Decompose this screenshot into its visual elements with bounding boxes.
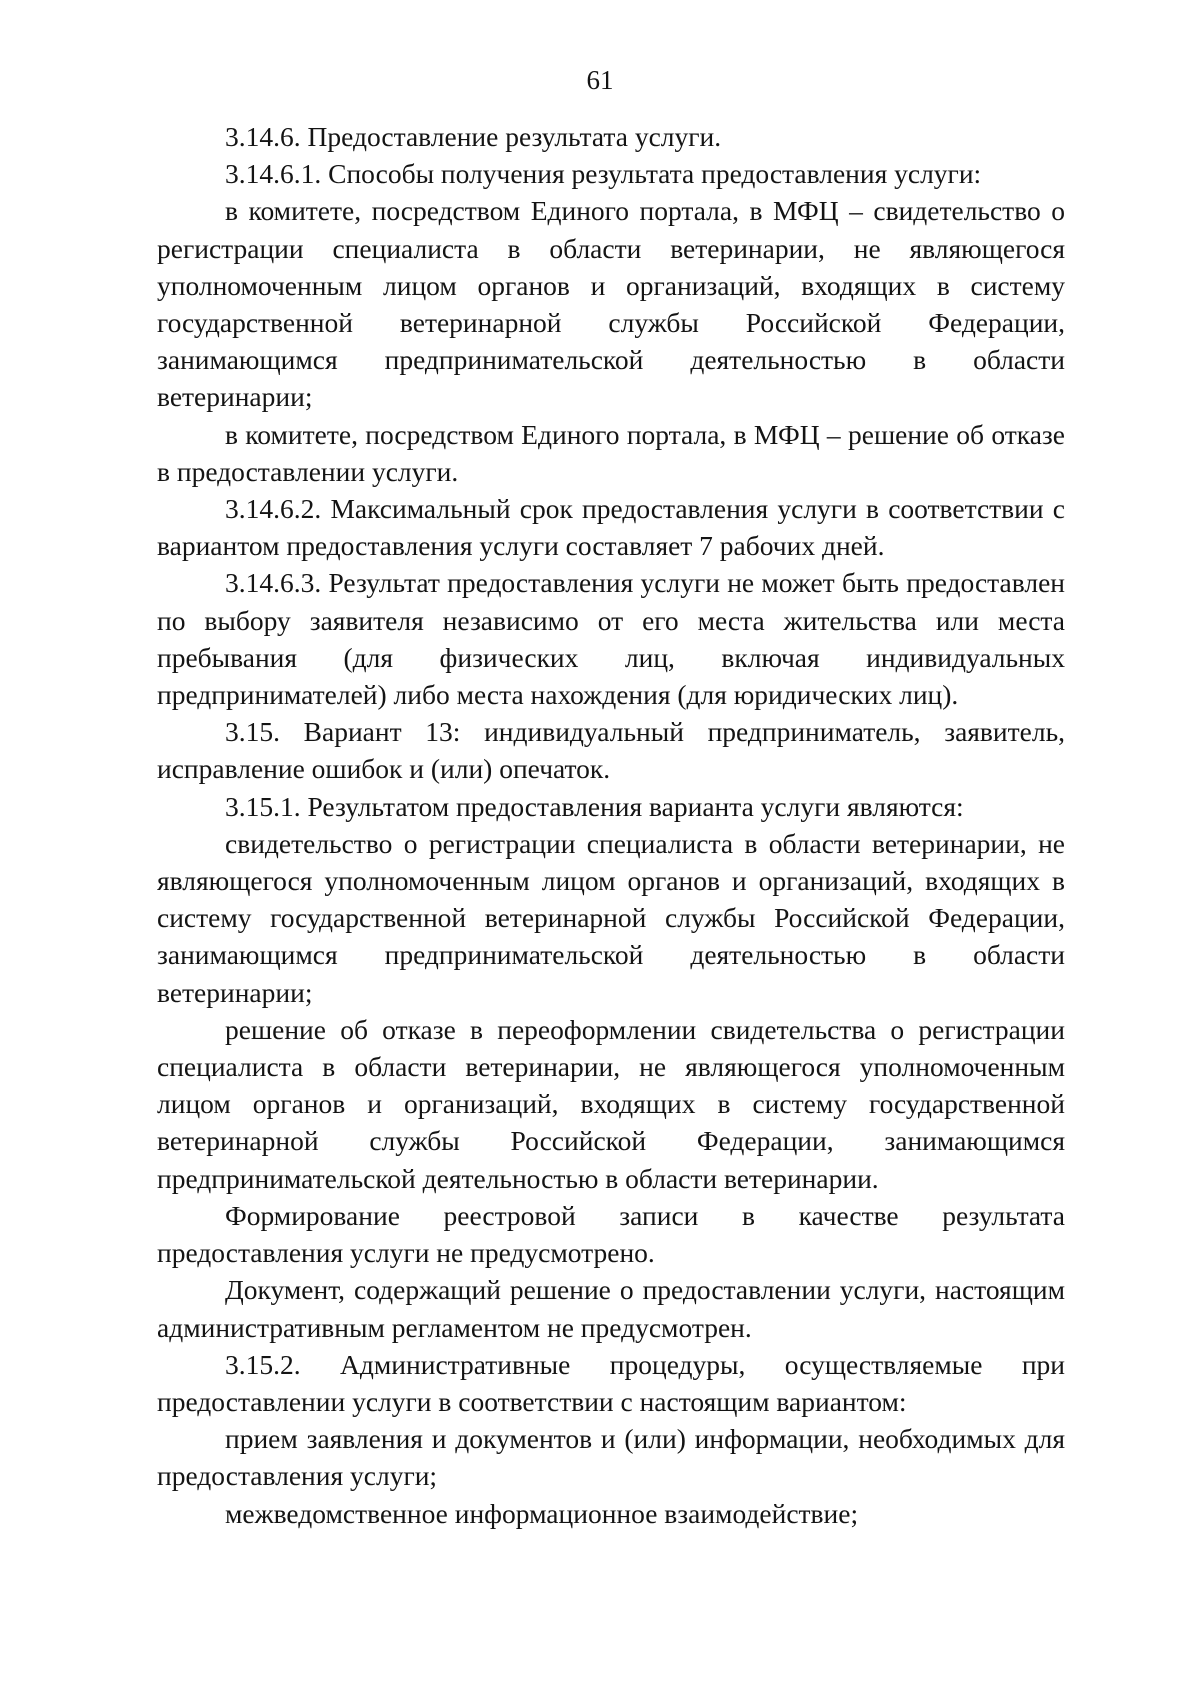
page-number: 61 bbox=[586, 65, 614, 95]
document-body bbox=[157, 118, 1065, 1532]
paragraph-procedure-interagency: межведомственное информационное взаимодействие; bbox=[225, 1497, 859, 1529]
paragraph-result-certificate: в комитете, посредством Единого портала, в МФЦ – свидетельство о регистрации специалиста в области ветеринарии, не являющегося уполномоченным лицом органов и организаций, входящих в систему государственной ветеринарной службы Российской Федерации, занимающимся предпринимательской деятельностью в области ветеринарии; bbox=[157, 195, 1065, 413]
paragraph-3-14-6-2: 3.14.6.2. Максимальный срок предоставления услуги в соответствии с вариантом предоставления услуги составляет 7 рабочих дней. bbox=[157, 493, 1065, 562]
paragraph-3-15: 3.15. Вариант 13: индивидуальный предприниматель, заявитель, исправление ошибок и (или) опечаток. bbox=[157, 716, 1065, 785]
paragraph-3-14-6: 3.14.6. Предоставление результата услуги. bbox=[225, 121, 722, 152]
paragraph-refusal-reissue: решение об отказе в переоформлении свидетельства о регистрации специалиста в области ветеринарии, не являющегося уполномоченным лицом органов и организаций, входящих в систему государственной ветеринарной службы Российской Федерации, занимающимся предпринимательской деятельностью в области ветеринарии. bbox=[157, 1013, 1065, 1194]
paragraph-3-14-6-3: 3.14.6.3. Результат предоставления услуги не может быть предоставлен по выбору заявителя независимо от его места жительства или места пребывания (для физических лиц, включая индивидуальных предпринимателей) либо места нахождения (для юридических лиц). bbox=[157, 567, 1065, 711]
paragraph-3-15-1: 3.15.1. Результатом предоставления варианта услуги являются: bbox=[225, 790, 964, 822]
paragraph-result-refusal: в комитете, посредством Единого портала, в МФЦ – решение об отказе в предоставлении услуги. bbox=[157, 418, 1065, 487]
paragraph-certificate: свидетельство о регистрации специалиста в области ветеринарии, не являющегося уполномоченным лицом органов и организаций, входящих в систему государственной ветеринарной службы Российской Федерации, занимающимся предпринимательской деятельностью в области ветеринарии; bbox=[157, 827, 1065, 1008]
paragraph-procedure-reception: прием заявления и документов и (или) информации, необходимых для предоставления услуги; bbox=[157, 1423, 1065, 1492]
paragraph-decision-document: Документ, содержащий решение о предоставлении услуги, настоящим административным регламентом не предусмотрен. bbox=[157, 1274, 1065, 1343]
paragraph-3-14-6-1: 3.14.6.1. Способы получения результата предоставления услуги: bbox=[225, 158, 982, 190]
paragraph-registry-record: Формирование реестровой записи в качестве результата предоставления услуги не предусмотрено. bbox=[157, 1199, 1065, 1269]
paragraph-3-15-2: 3.15.2. Административные процедуры, осуществляемые при предоставлении услуги в соответствии с настоящим вариантом: bbox=[157, 1348, 1065, 1417]
